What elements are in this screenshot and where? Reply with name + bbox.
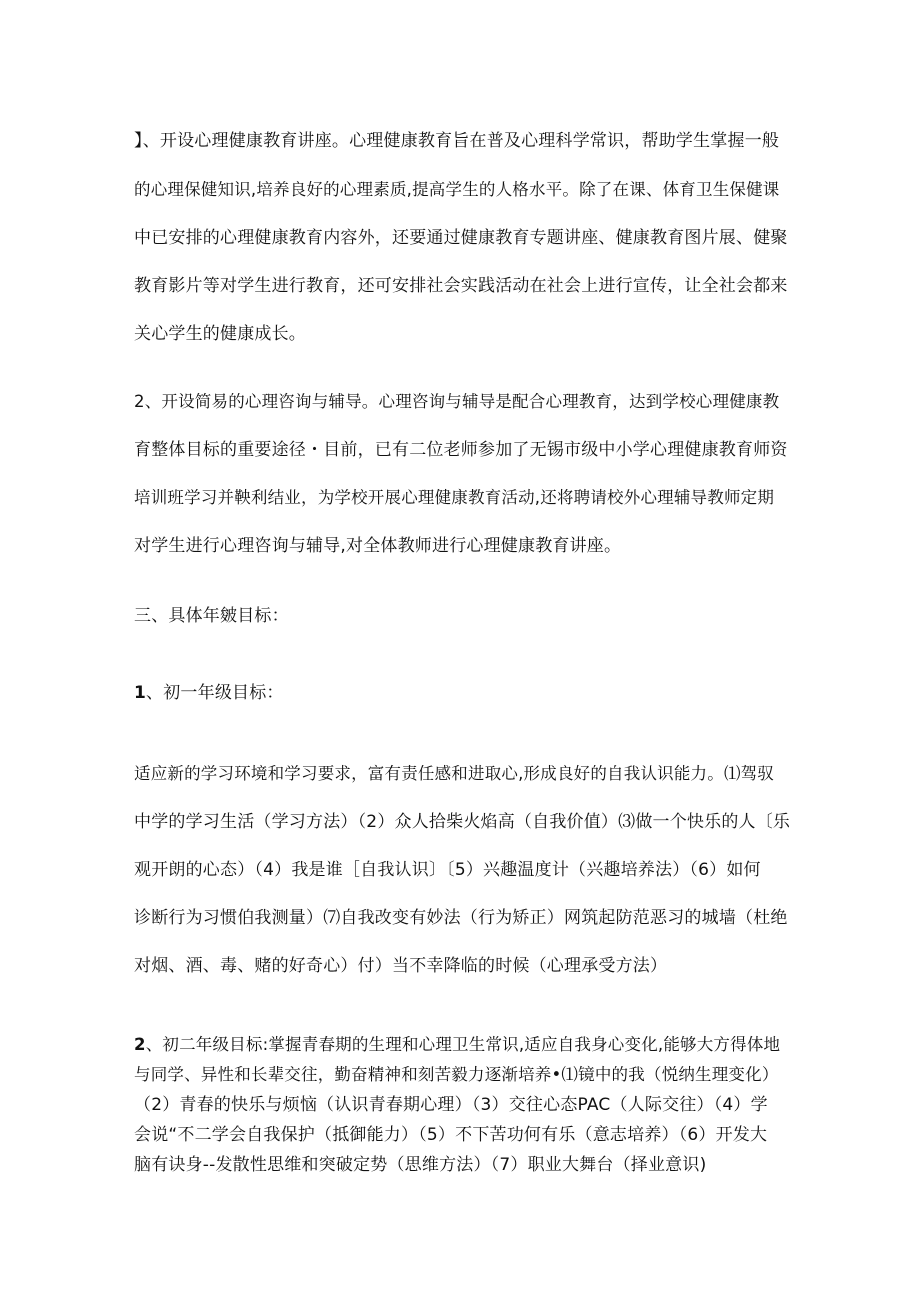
grade2-heading-text: 、初二年级目标:掌握青春期的生理和心理卫生常识,适应自我身心变化,能够大方得体地	[145, 1035, 781, 1054]
lecture-line-5: 关心学生的健康成长。	[134, 324, 306, 344]
counseling-line-3: 培训班学习并鞅利结业，为学校开展心理健康教育活动,还将聘请校外心理辅导教师定期	[134, 488, 775, 507]
grade-goals-heading: 三、具体年皴目标：	[134, 606, 289, 626]
grade2-line-5: 脑有诀身--发散性思维和突破定势（思维方法）（7）职业大舞台（择业意识)	[134, 1155, 707, 1175]
grade2-line-2: 与同学、异性和长辈交往，勤奋精神和刻苦毅力逐渐培养•⑴镜中的我（悦纳生理变化）	[134, 1065, 779, 1084]
lecture-line-3: 中已安排的心理健康教育内容外，还要通过健康教育专题讲座、健康教育图片展、健聚	[134, 228, 788, 248]
counseling-line-1: 2、开设简易的心理咨询与辅导。心理咨询与辅导是配合心理教育，达到学校心理健康教	[134, 392, 780, 411]
grade1-line-5: 对烟、酒、毒、赌的好奇心）付）当不幸降临的时候（心理承受方法）	[134, 956, 668, 976]
grade1-line-4: 诊断行为习惯伯我测量）⑺自我改变有妙法（行为矫正）网筑起防范恶习的城墙（杜绝	[134, 908, 788, 928]
grade2-heading-number: 2	[134, 1035, 146, 1054]
grade1-heading	[134, 681, 284, 705]
grade1-heading-number: 1	[134, 683, 147, 703]
lecture-line-4: 教育影片等对学生进行教育，还可安排社会实践活动在社会上进行宣传，让全社会都来	[134, 276, 788, 296]
grade1-line-3: 观开朗的心态）（4）我是谁［自我认识〕〔5）兴趣温度计（兴趣培养法）（6）如何	[134, 860, 761, 880]
lecture-line-1: 】、开设心理健康教育讲座。心理健康教育旨在普及心理科学常识，帮助学生掌握一般	[134, 131, 780, 151]
grade2-line-1	[134, 1033, 780, 1057]
lecture-line-2: 的心理保健知识,培养良好的心理素质,提高学生的人格水平。除了在课、体育卫生保健课	[134, 180, 780, 199]
grade2-line-4: 会说“不二学会自我保护（抵御能力）（5）不下苦功何有乐（意志培养）（6）开发大	[134, 1125, 768, 1145]
grade1-line-2: 中学的学习生活（学习方法）（2）众人拾柴火焰高（自我价值）⑶做一个快乐的人〔乐	[134, 812, 791, 832]
grade1-heading-text: 、初一年级目标：	[146, 683, 284, 703]
grade2-line-3: （2）青春的快乐与烦恼（认识青春期心理）（3）交往心态PAC（人际交往）（4）学	[134, 1095, 768, 1115]
counseling-line-2: 育整体目标的重要途径・目前，已有二位老师参加了无锡市级中小学心理健康教育师资	[134, 440, 788, 460]
grade1-line-1: 适应新的学习环境和学习要求，富有责任感和进取心,形成良好的自我认识能力。⑴驾驭	[134, 764, 775, 783]
counseling-line-4: 对学生进行心理咨询与辅导,对全体教师进行心理健康教育讲座。	[134, 536, 622, 556]
